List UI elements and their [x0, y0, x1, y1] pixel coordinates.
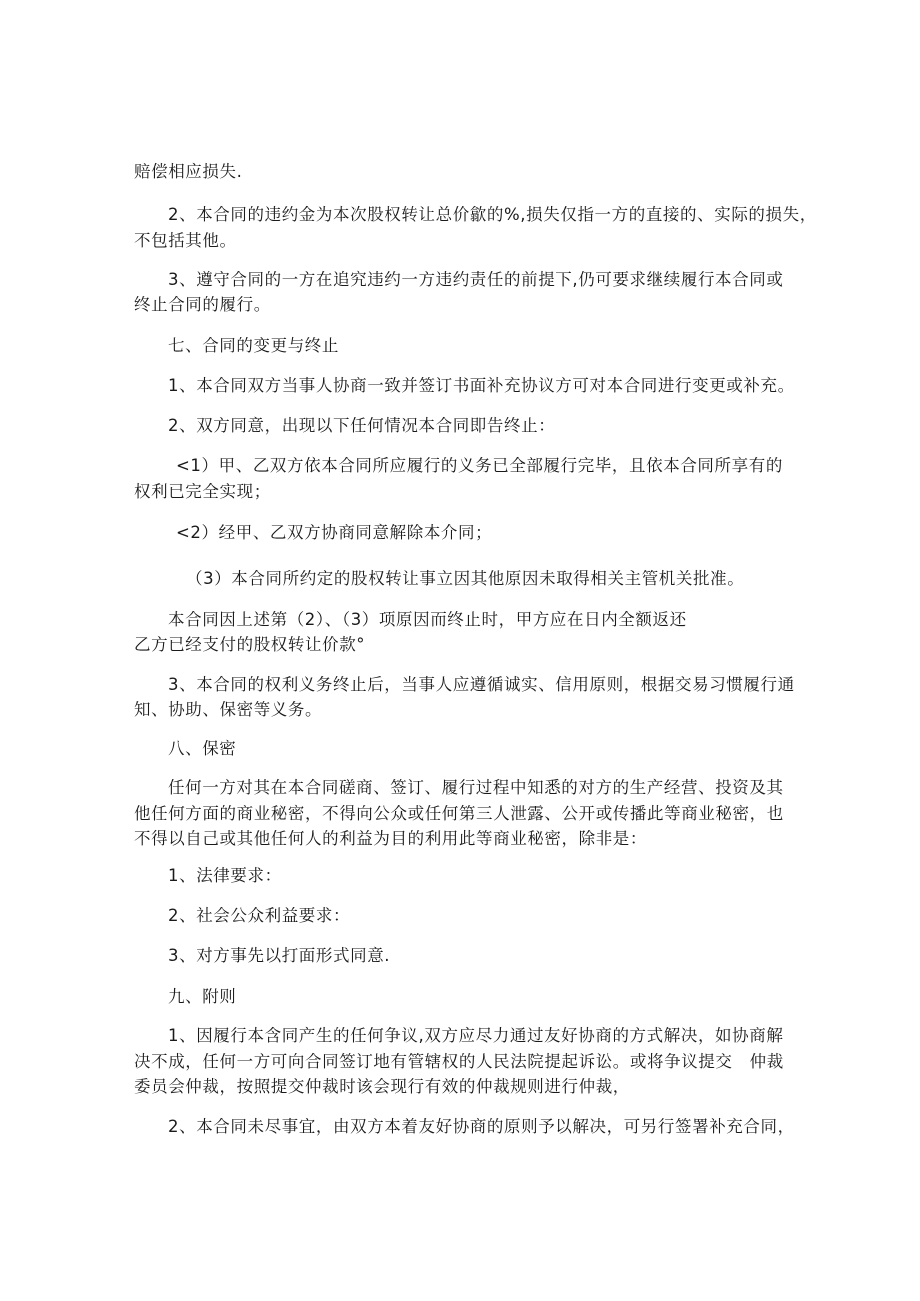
text-line: 3、遵守合同的一方在追究违约一方违约责任的前提下,仍可要求继续履行本合同或: [168, 270, 784, 289]
text-line: 1、法律要求：: [168, 866, 282, 885]
text-line: 3、本合同的权利义务终止后，当事人应遵循诚实、信用原则，根据交易习惯履行通: [168, 675, 795, 694]
text-line: 任何一方对其在本合同磋商、签订、履行过程中知悉的对方的生产经营、投资及其: [168, 778, 784, 797]
text-line: 终止合同的履行。: [134, 295, 271, 314]
section-heading: 九、附则: [168, 987, 237, 1006]
text-line: <1）甲、乙双方依本合同所应履行的义务已全部履行完毕，且依本合同所享有的: [176, 456, 783, 475]
text-line: 不包括其他。: [134, 231, 237, 250]
text-line: <2）经甲、乙双方协商同意解除本介同；: [176, 523, 493, 542]
text-line: 1、因履行本含同产生的任何争议,双方应尽力通过友好协商的方式解决，如协商解: [168, 1026, 784, 1045]
text-line: 决不成，任何一方可向合同签订地有管辖权的人民法院提起诉讼。或将争议提交 仲裁: [134, 1052, 784, 1071]
text-line: 2、社会公众利益要求：: [168, 906, 351, 925]
text-line: 权利已完全实现；: [134, 482, 271, 501]
section-heading: 七、合同的变更与终止: [168, 336, 339, 355]
text-line: 3、对方事先以打面形式同意.: [168, 946, 391, 965]
text-line: 他任何方面的商业秘密，不得向公众或任何第三人泄露、公开或传播此等商业秘密，也: [134, 804, 784, 823]
section-heading: 八、保密: [168, 739, 237, 758]
text-line: 乙方已经支付的股权转让价款°: [134, 635, 366, 654]
text-line: 不得以自己或其他任何人的利益为目的利用此等商业秘密，除非是：: [134, 829, 647, 848]
text-line: 2、双方同意，出现以下任何情况本合同即告终止：: [168, 416, 556, 435]
text-line: 1、本合同双方当事人协商一致并签订书面补充协议方可对本合同进行变更或补充。: [168, 376, 795, 395]
text-line: 2、本合同的违约金为本次股权转让总价歙的%,损失仅指一方的直接的、实际的损失，: [168, 205, 817, 224]
text-line: 本合同因上述第（2）、（3）项原因而终止时，甲方应在日内全额返还: [168, 610, 687, 629]
text-line: 2、本合同未尽事宜，由双方本着友好协商的原则予以解决，可另行签署补充合同，: [168, 1117, 795, 1136]
text-line: （3）本合同所约定的股权转让事立因其他原因未取得相关主管机关批准。: [186, 569, 745, 588]
text-line: 委员会仲裁，按照提交仲裁时该会现行有效的仲裁规则进行仲裁，: [134, 1077, 630, 1096]
text-line: 知、协助、保密等义务。: [134, 700, 323, 719]
text-line: 赔偿相应损失.: [134, 162, 243, 181]
